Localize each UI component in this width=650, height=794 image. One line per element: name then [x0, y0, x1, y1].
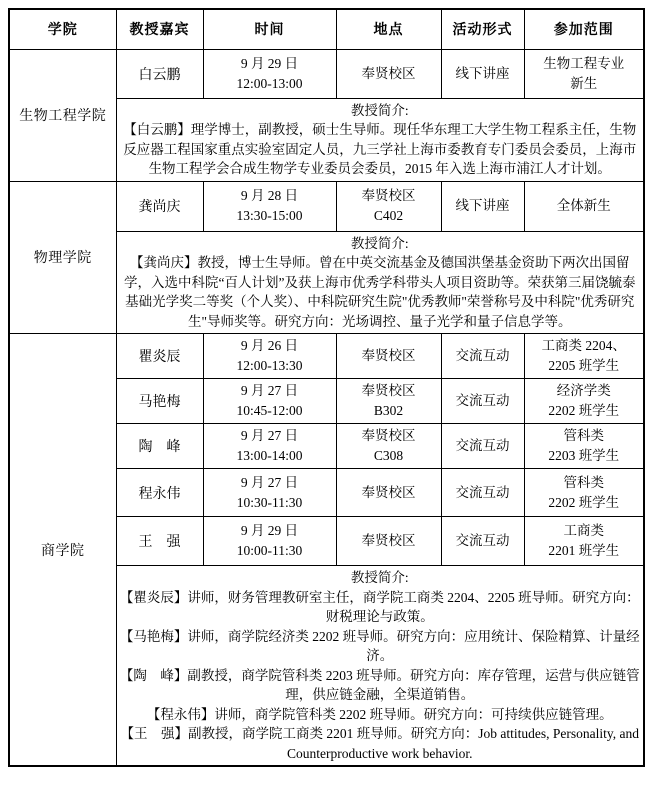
date-line: 9 月 27 日: [240, 474, 299, 490]
time-cell: [203, 49, 336, 98]
location-cell: [336, 181, 441, 231]
time-line: 12:00-13:30: [236, 358, 303, 373]
intro-cell-physics: [116, 231, 644, 334]
scope-cell: [524, 517, 644, 566]
format-cell: 交流互动: [441, 424, 524, 469]
time-cell: [203, 181, 336, 231]
date-line: 9 月 27 日: [240, 428, 299, 443]
header-college: 学院: [9, 9, 116, 49]
scope-line-2: 新生: [570, 75, 598, 91]
date-line: 9 月 26 日: [240, 338, 299, 353]
intro-cell-bioengineering: [116, 98, 644, 181]
intro-paragraph: 【马艳梅】讲师，商学院经济类 2202 班导师。研究方向：应用统计、保险精算、计量经济。: [119, 628, 640, 663]
time-cell: [203, 334, 336, 379]
guest-name-cell: 瞿炎辰: [116, 334, 203, 379]
guest-name-cell: 马艳梅: [116, 379, 203, 424]
intro-title: 教授简介:: [350, 570, 409, 585]
campus-line: 奉贤校区: [361, 383, 416, 398]
campus-line: 奉贤校区: [361, 533, 416, 548]
lecture-row: [9, 334, 644, 379]
scope-line-2: 2203 班学生: [548, 448, 620, 463]
lecture-row: [9, 49, 644, 98]
header-format: 活动形式: [441, 9, 524, 49]
format-cell: 线下讲座: [441, 49, 524, 98]
guest-name-cell: 白云鹏: [116, 49, 203, 98]
college-cell-bioengineering: 生物工程学院: [9, 49, 116, 181]
intro-paragraph: 【陶 峰】副教授，商学院管科类 2203 班导师。研究方向：库存管理，运营与供应链管理，供应链金融，全渠道销售。: [119, 667, 640, 702]
lecture-row: [9, 181, 644, 231]
date-line: 9 月 28 日: [240, 188, 299, 203]
date-line: 9 月 29 日: [240, 55, 299, 71]
scope-line-1: 全体新生: [556, 198, 611, 213]
scope-cell: [524, 424, 644, 469]
format-cell: 线下讲座: [441, 181, 524, 231]
scope-line-2: 2201 班学生: [548, 543, 620, 558]
location-cell: [336, 334, 441, 379]
time-line: 13:00-14:00: [236, 448, 303, 463]
guest-name-cell: 程永伟: [116, 469, 203, 517]
intro-title: 教授简介:: [350, 102, 409, 118]
scope-cell: [524, 334, 644, 379]
format-cell: 交流互动: [441, 334, 524, 379]
format-cell: 交流互动: [441, 517, 524, 566]
intro-title: 教授简介:: [350, 235, 409, 251]
scope-cell: [524, 469, 644, 517]
guest-name-cell: 王 强: [116, 517, 203, 566]
intro-paragraph: 【程永伟】讲师，商学院管科类 2202 班导师。研究方向：可持续供应链管理。: [146, 706, 613, 722]
date-line: 9 月 29 日: [240, 523, 299, 538]
campus-line: 奉贤校区: [361, 188, 416, 203]
location-cell: [336, 379, 441, 424]
scope-cell: [524, 379, 644, 424]
intro-paragraph: 【白云鹏】理学博士，副教授，硕士生导师。现任华东理工大学生物工程系主任，生物反应器工程国家重点实验室固定人员，九三学社上海市委教育专门委员会委员，上海市生物工程学会合成生物学专业委员会委员，2015 年入选上海市浦江人才计划。: [123, 122, 637, 176]
time-cell: [203, 424, 336, 469]
scope-line-1: 工商类 2204、: [541, 338, 626, 353]
location-cell: [336, 49, 441, 98]
room-line: C308: [373, 448, 404, 463]
location-cell: [336, 517, 441, 566]
header-scope: 参加范围: [524, 9, 644, 49]
scope-line-2: 2205 班学生: [548, 358, 620, 373]
college-cell-business: 商学院: [9, 334, 116, 767]
intro-paragraph: 【龚尚庆】教授，博士生导师。曾在中英交流基金及德国洪堡基金资助下两次出国留学，入选中科院“百人计划”及获上海市优秀学科带头人项目资助等。荣获第三届饶毓泰基础光学奖二等奖（个人奖）、中科院研究生院"优秀教师"荣誉称号及中科院"优秀研究生"导师奖等。研究方向：光场调控、量子光学和量子信息学等。: [124, 255, 636, 329]
intro-paragraph: 【王 强】副教授，商学院工商类 2201 班导师。研究方向：Job attitudes, Personality, and Counterproductive work behavior.: [120, 726, 639, 761]
location-cell: [336, 469, 441, 517]
scope-line-2: 2202 班学生: [548, 403, 620, 418]
intro-cell-business: [116, 566, 644, 767]
time-cell: [203, 517, 336, 566]
scope-line-1: 生物工程专业: [543, 55, 625, 71]
scope-line-1: 工商类: [563, 523, 604, 538]
time-line: 10:30-11:30: [236, 494, 303, 510]
guest-name-cell: 龚尚庆: [116, 181, 203, 231]
time-cell: [203, 379, 336, 424]
format-cell: 交流互动: [441, 469, 524, 517]
campus-line: 奉贤校区: [361, 484, 416, 500]
header-time: 时间: [203, 9, 336, 49]
time-line: 13:30-15:00: [236, 208, 303, 223]
scope-cell: [524, 49, 644, 98]
campus-line: 奉贤校区: [361, 348, 416, 363]
time-line: 12:00-13:00: [236, 75, 303, 91]
scope-line-1: 管科类: [563, 428, 604, 443]
scope-line-1: 管科类: [563, 474, 604, 490]
campus-line: 奉贤校区: [361, 428, 416, 443]
college-cell-physics: 物理学院: [9, 181, 116, 334]
time-line: 10:00-11:30: [236, 543, 303, 558]
time-line: 10:45-12:00: [236, 403, 303, 418]
room-line: C402: [373, 208, 404, 223]
campus-line: 奉贤校区: [361, 65, 416, 81]
lecture-schedule-table: [8, 8, 645, 767]
time-cell: [203, 469, 336, 517]
date-line: 9 月 27 日: [240, 383, 299, 398]
intro-paragraph: 【瞿炎辰】讲师，财务管理教研室主任，商学院工商类 2204、2205 班导师。研究方向：财税理论与政策。: [119, 589, 640, 624]
format-cell: 交流互动: [441, 379, 524, 424]
table-header-row: [9, 9, 644, 49]
scope-cell: [524, 181, 644, 231]
location-cell: [336, 424, 441, 469]
scope-line-1: 经济学类: [556, 383, 611, 398]
scope-line-2: 2202 班学生: [548, 494, 620, 510]
guest-name-cell: 陶 峰: [116, 424, 203, 469]
header-location: 地点: [336, 9, 441, 49]
header-guest: 教授嘉宾: [116, 9, 203, 49]
room-line: B302: [373, 403, 404, 418]
